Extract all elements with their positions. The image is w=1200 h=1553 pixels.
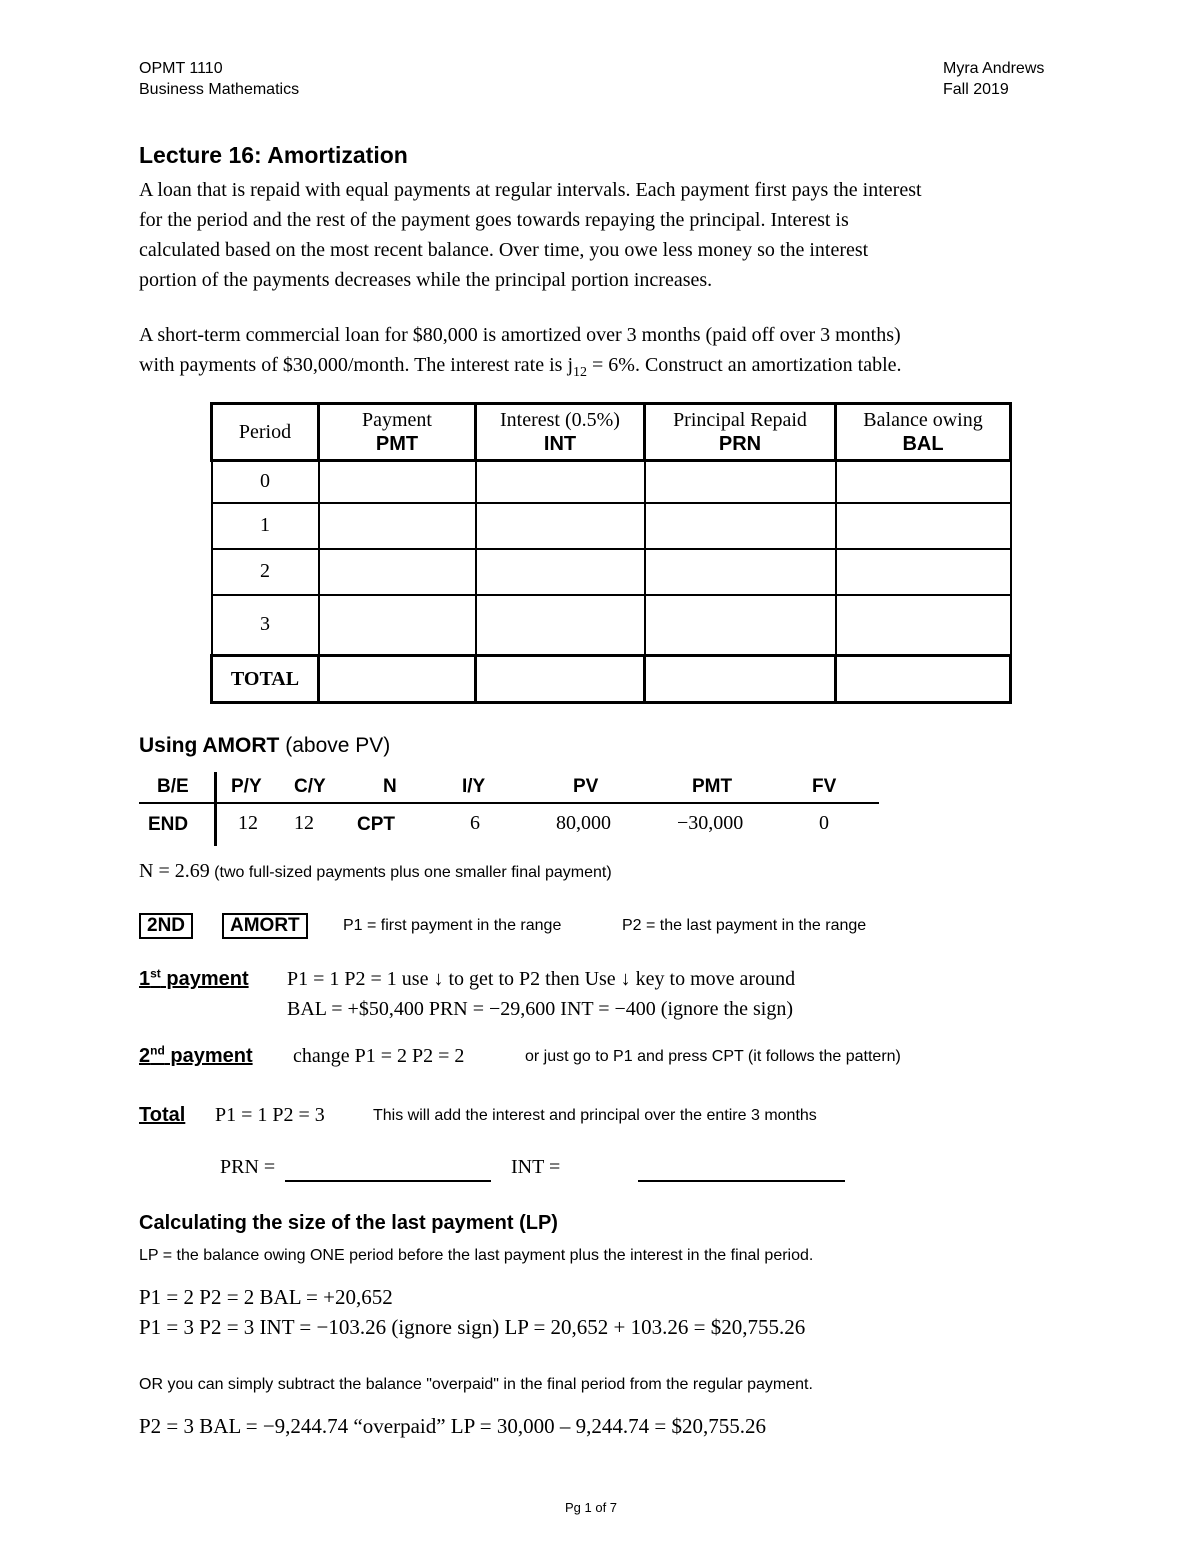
- second-payment-note: or just go to P1 and press CPT (it follows the pattern): [525, 1048, 901, 1065]
- last-payment-line1: P1 = 2 P2 = 2 BAL = +20,652: [139, 1285, 393, 1309]
- n-result: [139, 860, 612, 883]
- header-abbr: BAL: [902, 433, 944, 455]
- p1-description: P1 = first payment in the range: [343, 917, 562, 934]
- term: Fall 2019: [943, 81, 1009, 98]
- calc-header: FV: [812, 776, 837, 797]
- total-pmt-cell[interactable]: [319, 656, 476, 703]
- pmt-cell[interactable]: [319, 503, 476, 549]
- alternative-method-text: OR you can simply subtract the balance "overpaid" in the final period from the regular payment.: [139, 1376, 813, 1393]
- pmt-cell[interactable]: [319, 461, 476, 503]
- problem-text: = 6%. Construct an amortization table.: [587, 354, 902, 376]
- pmt-cell[interactable]: [319, 549, 476, 595]
- bal-cell[interactable]: [836, 461, 1011, 503]
- header-abbr: INT: [543, 433, 577, 455]
- calc-value-cy: 12: [294, 812, 314, 834]
- prn-cell[interactable]: [645, 503, 836, 549]
- period-cell: 3: [212, 595, 319, 656]
- calc-header: B/E: [157, 776, 189, 797]
- calc-value-pv: 80,000: [556, 812, 611, 834]
- key-amort: AMORT: [222, 913, 308, 939]
- p2-description: P2 = the last payment in the range: [622, 917, 867, 934]
- amort-heading: [139, 734, 390, 758]
- last-payment-line3: P2 = 3 BAL = −9,244.74 “overpaid” LP = 30,000 – 9,244.74 = $20,755.26: [139, 1414, 766, 1438]
- header-label: Balance owing: [863, 409, 983, 431]
- first-payment-line-a: P1 = 1 P2 = 1 use ↓ to get to P2 then Use ↓ key to move around: [287, 968, 796, 990]
- bal-cell[interactable]: [836, 595, 1011, 656]
- amortization-table: [210, 402, 1012, 704]
- prn-blank-line[interactable]: [285, 1180, 491, 1182]
- table-row: [212, 549, 1011, 595]
- last-payment-heading: Calculating the size of the last payment (LP): [139, 1212, 558, 1234]
- first-payment-label: [139, 968, 249, 991]
- calc-table-divider: [214, 772, 217, 846]
- header-payment: [319, 404, 476, 461]
- problem-line: A short-term commercial loan for $80,000 is amortized over 3 months (paid off over 3 months): [139, 324, 901, 346]
- int-blank-label: INT =: [511, 1156, 561, 1178]
- calc-value-fv: 0: [819, 812, 829, 834]
- int-cell[interactable]: [476, 595, 645, 656]
- period-cell: 2: [212, 549, 319, 595]
- total-int-cell[interactable]: [476, 656, 645, 703]
- prn-cell[interactable]: [645, 549, 836, 595]
- table-row: [212, 503, 1011, 549]
- pmt-cell[interactable]: [319, 595, 476, 656]
- total-note: This will add the interest and principal over the entire 3 months: [373, 1107, 817, 1124]
- header-principal: [645, 404, 836, 461]
- intro-line: portion of the payments decreases while the principal portion increases.: [139, 269, 713, 291]
- total-label: TOTAL: [212, 656, 319, 703]
- calc-header: C/Y: [294, 776, 326, 797]
- intro-line: A loan that is repaid with equal payments at regular intervals. Each payment first pays the interest: [139, 179, 922, 201]
- calc-value-be: END: [148, 814, 189, 835]
- second-payment-label: [139, 1045, 253, 1068]
- calc-table-rule: [139, 802, 879, 804]
- calc-header: N: [383, 776, 397, 797]
- header-label: Period: [238, 421, 292, 443]
- amort-heading-bold: Using AMORT: [139, 734, 280, 757]
- second-payment-word: payment: [164, 1045, 253, 1067]
- table-total-row: [212, 656, 1011, 703]
- header-balance: [836, 404, 1011, 461]
- header-label: Principal Repaid: [673, 409, 807, 431]
- second-payment-num: 2: [139, 1045, 151, 1067]
- table-row: [212, 461, 1011, 503]
- table-row: [212, 595, 1011, 656]
- header-abbr: PRN: [718, 433, 762, 455]
- lecture-title: Lecture 16: Amortization: [139, 142, 408, 168]
- table-header-row: [212, 404, 1011, 461]
- intro-paragraph: [139, 175, 922, 295]
- first-payment-word: payment: [160, 968, 249, 990]
- calc-header: PV: [573, 776, 599, 797]
- int-blank-line[interactable]: [638, 1180, 845, 1182]
- calc-value-pmt: −30,000: [677, 812, 744, 834]
- n-value: N = 2.69: [139, 860, 210, 882]
- amort-heading-rest: (above PV): [279, 734, 391, 757]
- header-interest: [476, 404, 645, 461]
- period-cell: 1: [212, 503, 319, 549]
- total-prn-cell[interactable]: [645, 656, 836, 703]
- course-name: Business Mathematics: [139, 81, 300, 98]
- header-label: Interest (0.5%): [500, 409, 620, 431]
- last-payment-definition: LP = the balance owing ONE period before the last payment plus the interest in the final period.: [139, 1247, 814, 1264]
- first-payment-sup: st: [150, 966, 161, 981]
- intro-line: calculated based on the most recent balance. Over time, you owe less money so the interest: [139, 239, 869, 261]
- bal-cell[interactable]: [836, 549, 1011, 595]
- calc-header: PMT: [692, 776, 733, 797]
- rate-subscript: 12: [573, 365, 588, 380]
- calc-value-iy: 6: [470, 812, 480, 834]
- int-cell[interactable]: [476, 503, 645, 549]
- int-cell[interactable]: [476, 549, 645, 595]
- course-code: OPMT 1110: [139, 60, 223, 77]
- problem-text: with payments of $30,000/month. The interest rate is: [139, 354, 568, 376]
- last-payment-line2: P1 = 3 P2 = 3 INT = −103.26 (ignore sign) LP = 20,652 + 103.26 = $20,755.26: [139, 1315, 806, 1339]
- total-range: P1 = 1 P2 = 3: [215, 1104, 325, 1126]
- header-label: Payment: [362, 409, 432, 431]
- intro-line: for the period and the rest of the payment goes towards repaying the principal. Interest is: [139, 209, 849, 231]
- prn-cell[interactable]: [645, 461, 836, 503]
- n-note: (two full-sized payments plus one smaller final payment): [209, 864, 612, 881]
- first-payment-num: 1: [139, 968, 151, 990]
- second-payment-sup: nd: [150, 1043, 165, 1058]
- prn-blank-label: PRN =: [220, 1156, 276, 1178]
- problem-statement: [139, 320, 902, 388]
- header-period: [212, 404, 319, 461]
- total-bal-cell[interactable]: [836, 656, 1011, 703]
- header-abbr: PMT: [375, 433, 419, 455]
- prn-cell[interactable]: [645, 595, 836, 656]
- rate-symbol: j: [567, 354, 574, 376]
- total-label-heading: Total: [139, 1104, 186, 1126]
- problem-line: [139, 350, 902, 388]
- first-payment-line-b: BAL = +$50,400 PRN = −29,600 INT = −400 (ignore the sign): [287, 998, 793, 1020]
- page-number: Pg 1 of 7: [565, 1500, 618, 1515]
- calc-value-n: CPT: [357, 814, 395, 835]
- calc-value-py: 12: [238, 812, 258, 834]
- bal-cell[interactable]: [836, 503, 1011, 549]
- int-cell[interactable]: [476, 461, 645, 503]
- period-cell: 0: [212, 461, 319, 503]
- calc-header: I/Y: [462, 776, 486, 797]
- instructor-name: Myra Andrews: [943, 60, 1045, 77]
- key-2nd: 2ND: [139, 913, 193, 939]
- second-payment-text: change P1 = 2 P2 = 2: [293, 1045, 465, 1067]
- calc-header: P/Y: [231, 776, 262, 797]
